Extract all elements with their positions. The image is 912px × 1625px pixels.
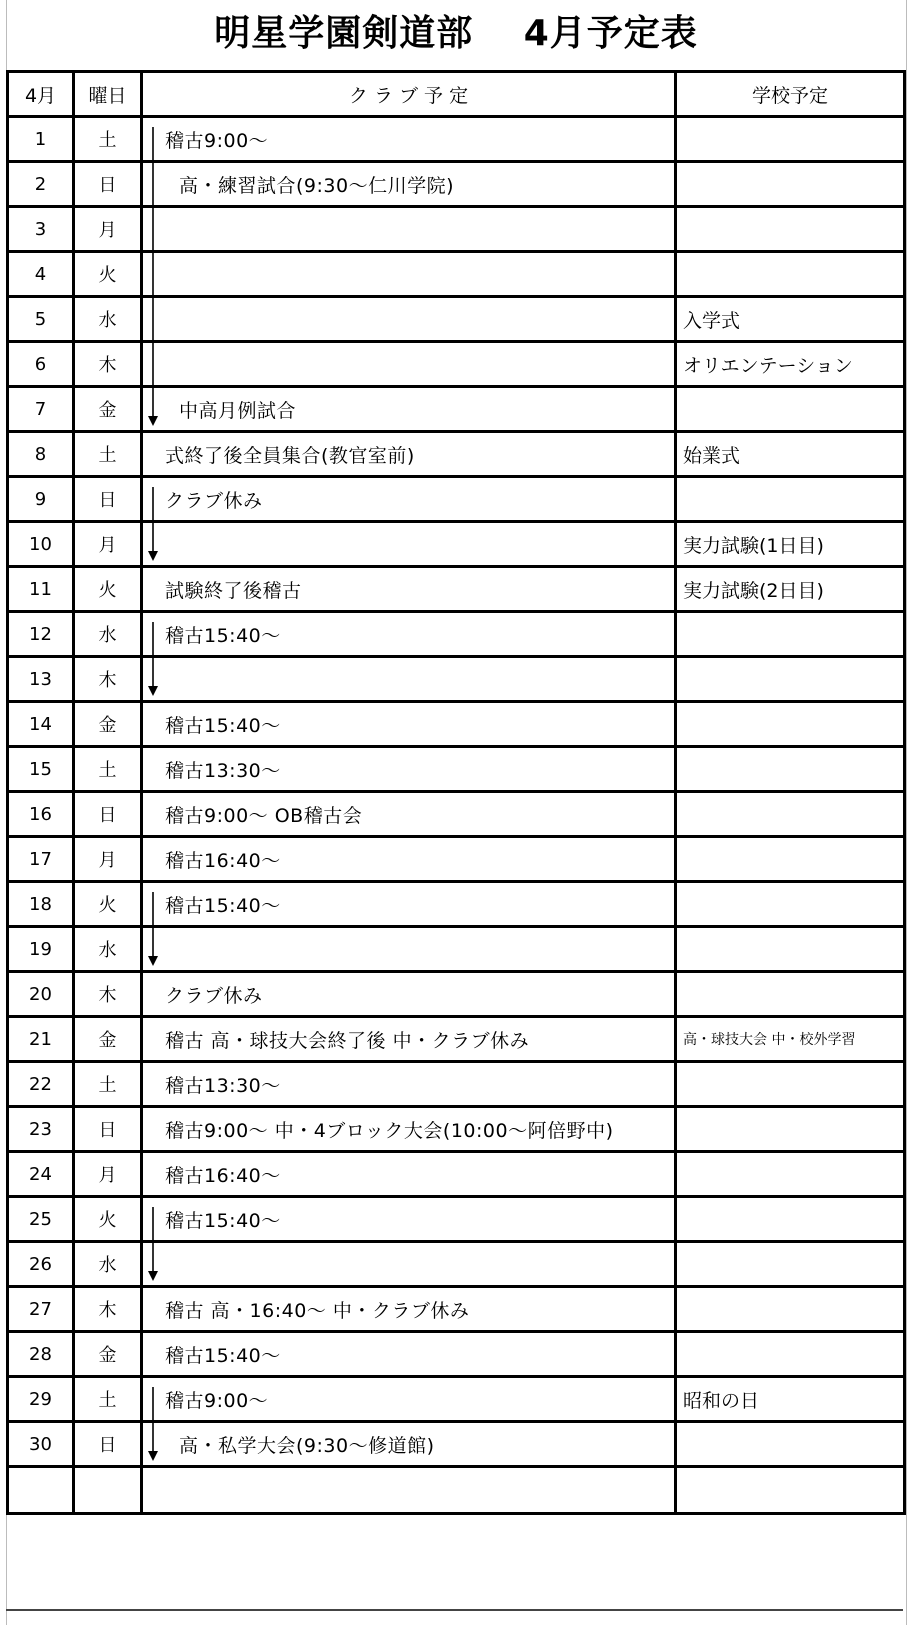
club-schedule-cell	[142, 252, 676, 297]
day-cell: 16	[8, 792, 74, 837]
club-schedule-cell: 稽古16:40～	[142, 837, 676, 882]
club-schedule-cell	[142, 522, 676, 567]
day-cell: 6	[8, 342, 74, 387]
weekday-cell: 火	[74, 567, 142, 612]
school-schedule-cell: 昭和の日	[676, 1377, 905, 1422]
day-cell: 29	[8, 1377, 74, 1422]
schedule-table	[6, 70, 906, 1515]
school-schedule-cell	[676, 252, 905, 297]
day-cell: 22	[8, 1062, 74, 1107]
day-cell: 25	[8, 1197, 74, 1242]
schedule-row	[8, 702, 905, 747]
schedule-row	[8, 252, 905, 297]
day-cell: 4	[8, 252, 74, 297]
schedule-row	[8, 342, 905, 387]
header-row	[8, 72, 905, 117]
club-schedule-cell: 稽古13:30～	[142, 1062, 676, 1107]
day-cell: 14	[8, 702, 74, 747]
school-schedule-cell	[676, 792, 905, 837]
club-schedule-cell: 稽古15:40～	[142, 1197, 676, 1242]
club-schedule-cell: 高・私学大会(9:30～修道館)	[142, 1422, 676, 1467]
schedule-row	[8, 1197, 905, 1242]
schedule-row	[8, 927, 905, 972]
schedule-row	[8, 432, 905, 477]
day-cell: 26	[8, 1242, 74, 1287]
day-cell: 3	[8, 207, 74, 252]
schedule-row	[8, 162, 905, 207]
school-schedule-cell	[676, 1332, 905, 1377]
day-cell: 10	[8, 522, 74, 567]
school-schedule-cell	[676, 162, 905, 207]
day-cell: 23	[8, 1107, 74, 1152]
weekday-cell: 水	[74, 927, 142, 972]
day-cell: 20	[8, 972, 74, 1017]
club-schedule-cell: 稽古9:00～ 中・4ブロック大会(10:00～阿倍野中)	[142, 1107, 676, 1152]
day-cell: 5	[8, 297, 74, 342]
day-cell: 11	[8, 567, 74, 612]
weekday-cell: 土	[74, 1062, 142, 1107]
school-schedule-cell	[676, 612, 905, 657]
day-cell: 13	[8, 657, 74, 702]
club-schedule-cell: 稽古 高・16:40～ 中・クラブ休み	[142, 1287, 676, 1332]
schedule-row	[8, 612, 905, 657]
club-schedule-cell	[142, 297, 676, 342]
school-schedule-cell	[676, 747, 905, 792]
club-schedule-cell: 試験終了後稽古	[142, 567, 676, 612]
school-schedule-cell	[676, 117, 905, 162]
day-cell: 9	[8, 477, 74, 522]
school-schedule-cell	[676, 1197, 905, 1242]
club-schedule-cell: 稽古15:40～	[142, 882, 676, 927]
school-schedule-cell: 実力試験(2日目)	[676, 567, 905, 612]
school-schedule-cell	[676, 1242, 905, 1287]
school-schedule-cell	[676, 1107, 905, 1152]
header-club-schedule: ク ラ ブ 予 定	[142, 72, 676, 117]
weekday-cell: 日	[74, 477, 142, 522]
weekday-cell: 金	[74, 702, 142, 747]
day-cell: 15	[8, 747, 74, 792]
school-schedule-cell: 実力試験(1日目)	[676, 522, 905, 567]
day-cell: 28	[8, 1332, 74, 1377]
club-schedule-cell: 式終了後全員集合(教官室前)	[142, 432, 676, 477]
page-title: 明星学園剣道部 4月予定表	[214, 13, 698, 54]
header-school-schedule: 学校予定	[676, 72, 905, 117]
schedule-row	[8, 1377, 905, 1422]
weekday-cell: 月	[74, 837, 142, 882]
day-cell: 30	[8, 1422, 74, 1467]
schedule-row	[8, 207, 905, 252]
weekday-cell: 日	[74, 1422, 142, 1467]
school-schedule-cell: 始業式	[676, 432, 905, 477]
weekday-cell: 日	[74, 162, 142, 207]
day-cell: 2	[8, 162, 74, 207]
weekday-cell: 水	[74, 297, 142, 342]
club-schedule-cell	[142, 342, 676, 387]
school-schedule-cell	[676, 1062, 905, 1107]
schedule-row	[8, 972, 905, 1017]
school-schedule-cell	[676, 1287, 905, 1332]
school-schedule-cell: オリエンテーション	[676, 342, 905, 387]
schedule-row	[8, 747, 905, 792]
schedule-row	[8, 1017, 905, 1062]
school-schedule-cell	[676, 1152, 905, 1197]
weekday-cell: 金	[74, 1332, 142, 1377]
schedule-row	[8, 522, 905, 567]
empty-cell	[142, 1467, 676, 1514]
weekday-cell: 木	[74, 972, 142, 1017]
weekday-cell: 日	[74, 792, 142, 837]
weekday-cell: 土	[74, 117, 142, 162]
page-border-right	[906, 0, 907, 1625]
header-month: 4月	[8, 72, 74, 117]
weekday-cell: 木	[74, 1287, 142, 1332]
day-cell: 27	[8, 1287, 74, 1332]
empty-cell	[676, 1467, 905, 1514]
schedule-row	[8, 297, 905, 342]
club-schedule-cell: クラブ休み	[142, 972, 676, 1017]
weekday-cell: 木	[74, 342, 142, 387]
school-schedule-cell: 入学式	[676, 297, 905, 342]
schedule-row	[8, 1332, 905, 1377]
school-schedule-cell	[676, 702, 905, 747]
day-cell: 12	[8, 612, 74, 657]
schedule-row	[8, 567, 905, 612]
schedule-row	[8, 1152, 905, 1197]
school-schedule-cell	[676, 882, 905, 927]
weekday-cell: 金	[74, 387, 142, 432]
weekday-cell: 土	[74, 432, 142, 477]
club-schedule-cell: 稽古9:00～	[142, 117, 676, 162]
club-schedule-cell: 稽古9:00～	[142, 1377, 676, 1422]
weekday-cell: 水	[74, 612, 142, 657]
day-cell: 21	[8, 1017, 74, 1062]
empty-row	[8, 1467, 905, 1514]
school-schedule-cell	[676, 837, 905, 882]
club-schedule-cell: 稽古15:40～	[142, 702, 676, 747]
club-schedule-cell: 稽古15:40～	[142, 1332, 676, 1377]
weekday-cell: 火	[74, 882, 142, 927]
club-schedule-cell: 稽古16:40～	[142, 1152, 676, 1197]
day-cell: 7	[8, 387, 74, 432]
club-schedule-cell: 稽古13:30～	[142, 747, 676, 792]
weekday-cell: 月	[74, 522, 142, 567]
weekday-cell: 月	[74, 207, 142, 252]
school-schedule-cell: 高・球技大会 中・校外学習	[676, 1017, 905, 1062]
schedule-row	[8, 657, 905, 702]
club-schedule-cell	[142, 657, 676, 702]
day-cell: 1	[8, 117, 74, 162]
schedule-row	[8, 792, 905, 837]
club-schedule-cell: クラブ休み	[142, 477, 676, 522]
school-schedule-cell	[676, 657, 905, 702]
empty-cell	[74, 1467, 142, 1514]
empty-cell	[8, 1467, 74, 1514]
weekday-cell: 水	[74, 1242, 142, 1287]
schedule-row	[8, 882, 905, 927]
club-schedule-cell	[142, 207, 676, 252]
weekday-cell: 土	[74, 1377, 142, 1422]
school-schedule-cell	[676, 477, 905, 522]
weekday-cell: 金	[74, 1017, 142, 1062]
schedule-row	[8, 1287, 905, 1332]
weekday-cell: 木	[74, 657, 142, 702]
schedule-row	[8, 477, 905, 522]
school-schedule-cell	[676, 387, 905, 432]
schedule-row	[8, 1107, 905, 1152]
schedule-row	[8, 1062, 905, 1107]
day-cell: 24	[8, 1152, 74, 1197]
bottom-rule	[6, 1609, 903, 1611]
club-schedule-cell: 稽古 高・球技大会終了後 中・クラブ休み	[142, 1017, 676, 1062]
club-schedule-cell: 中高月例試合	[142, 387, 676, 432]
weekday-cell: 火	[74, 252, 142, 297]
school-schedule-cell	[676, 1422, 905, 1467]
header-weekday: 曜日	[74, 72, 142, 117]
day-cell: 17	[8, 837, 74, 882]
schedule-row	[8, 387, 905, 432]
club-schedule-cell: 稽古9:00～ OB稽古会	[142, 792, 676, 837]
schedule-row	[8, 837, 905, 882]
weekday-cell: 月	[74, 1152, 142, 1197]
day-cell: 18	[8, 882, 74, 927]
day-cell: 8	[8, 432, 74, 477]
weekday-cell: 土	[74, 747, 142, 792]
schedule-row	[8, 117, 905, 162]
weekday-cell: 火	[74, 1197, 142, 1242]
club-schedule-cell: 稽古15:40～	[142, 612, 676, 657]
club-schedule-cell	[142, 927, 676, 972]
school-schedule-cell	[676, 207, 905, 252]
school-schedule-cell	[676, 972, 905, 1017]
school-schedule-cell	[676, 927, 905, 972]
day-cell: 19	[8, 927, 74, 972]
weekday-cell: 日	[74, 1107, 142, 1152]
club-schedule-cell	[142, 1242, 676, 1287]
club-schedule-cell: 高・練習試合(9:30～仁川学院)	[142, 162, 676, 207]
schedule-row	[8, 1422, 905, 1467]
schedule-row	[8, 1242, 905, 1287]
